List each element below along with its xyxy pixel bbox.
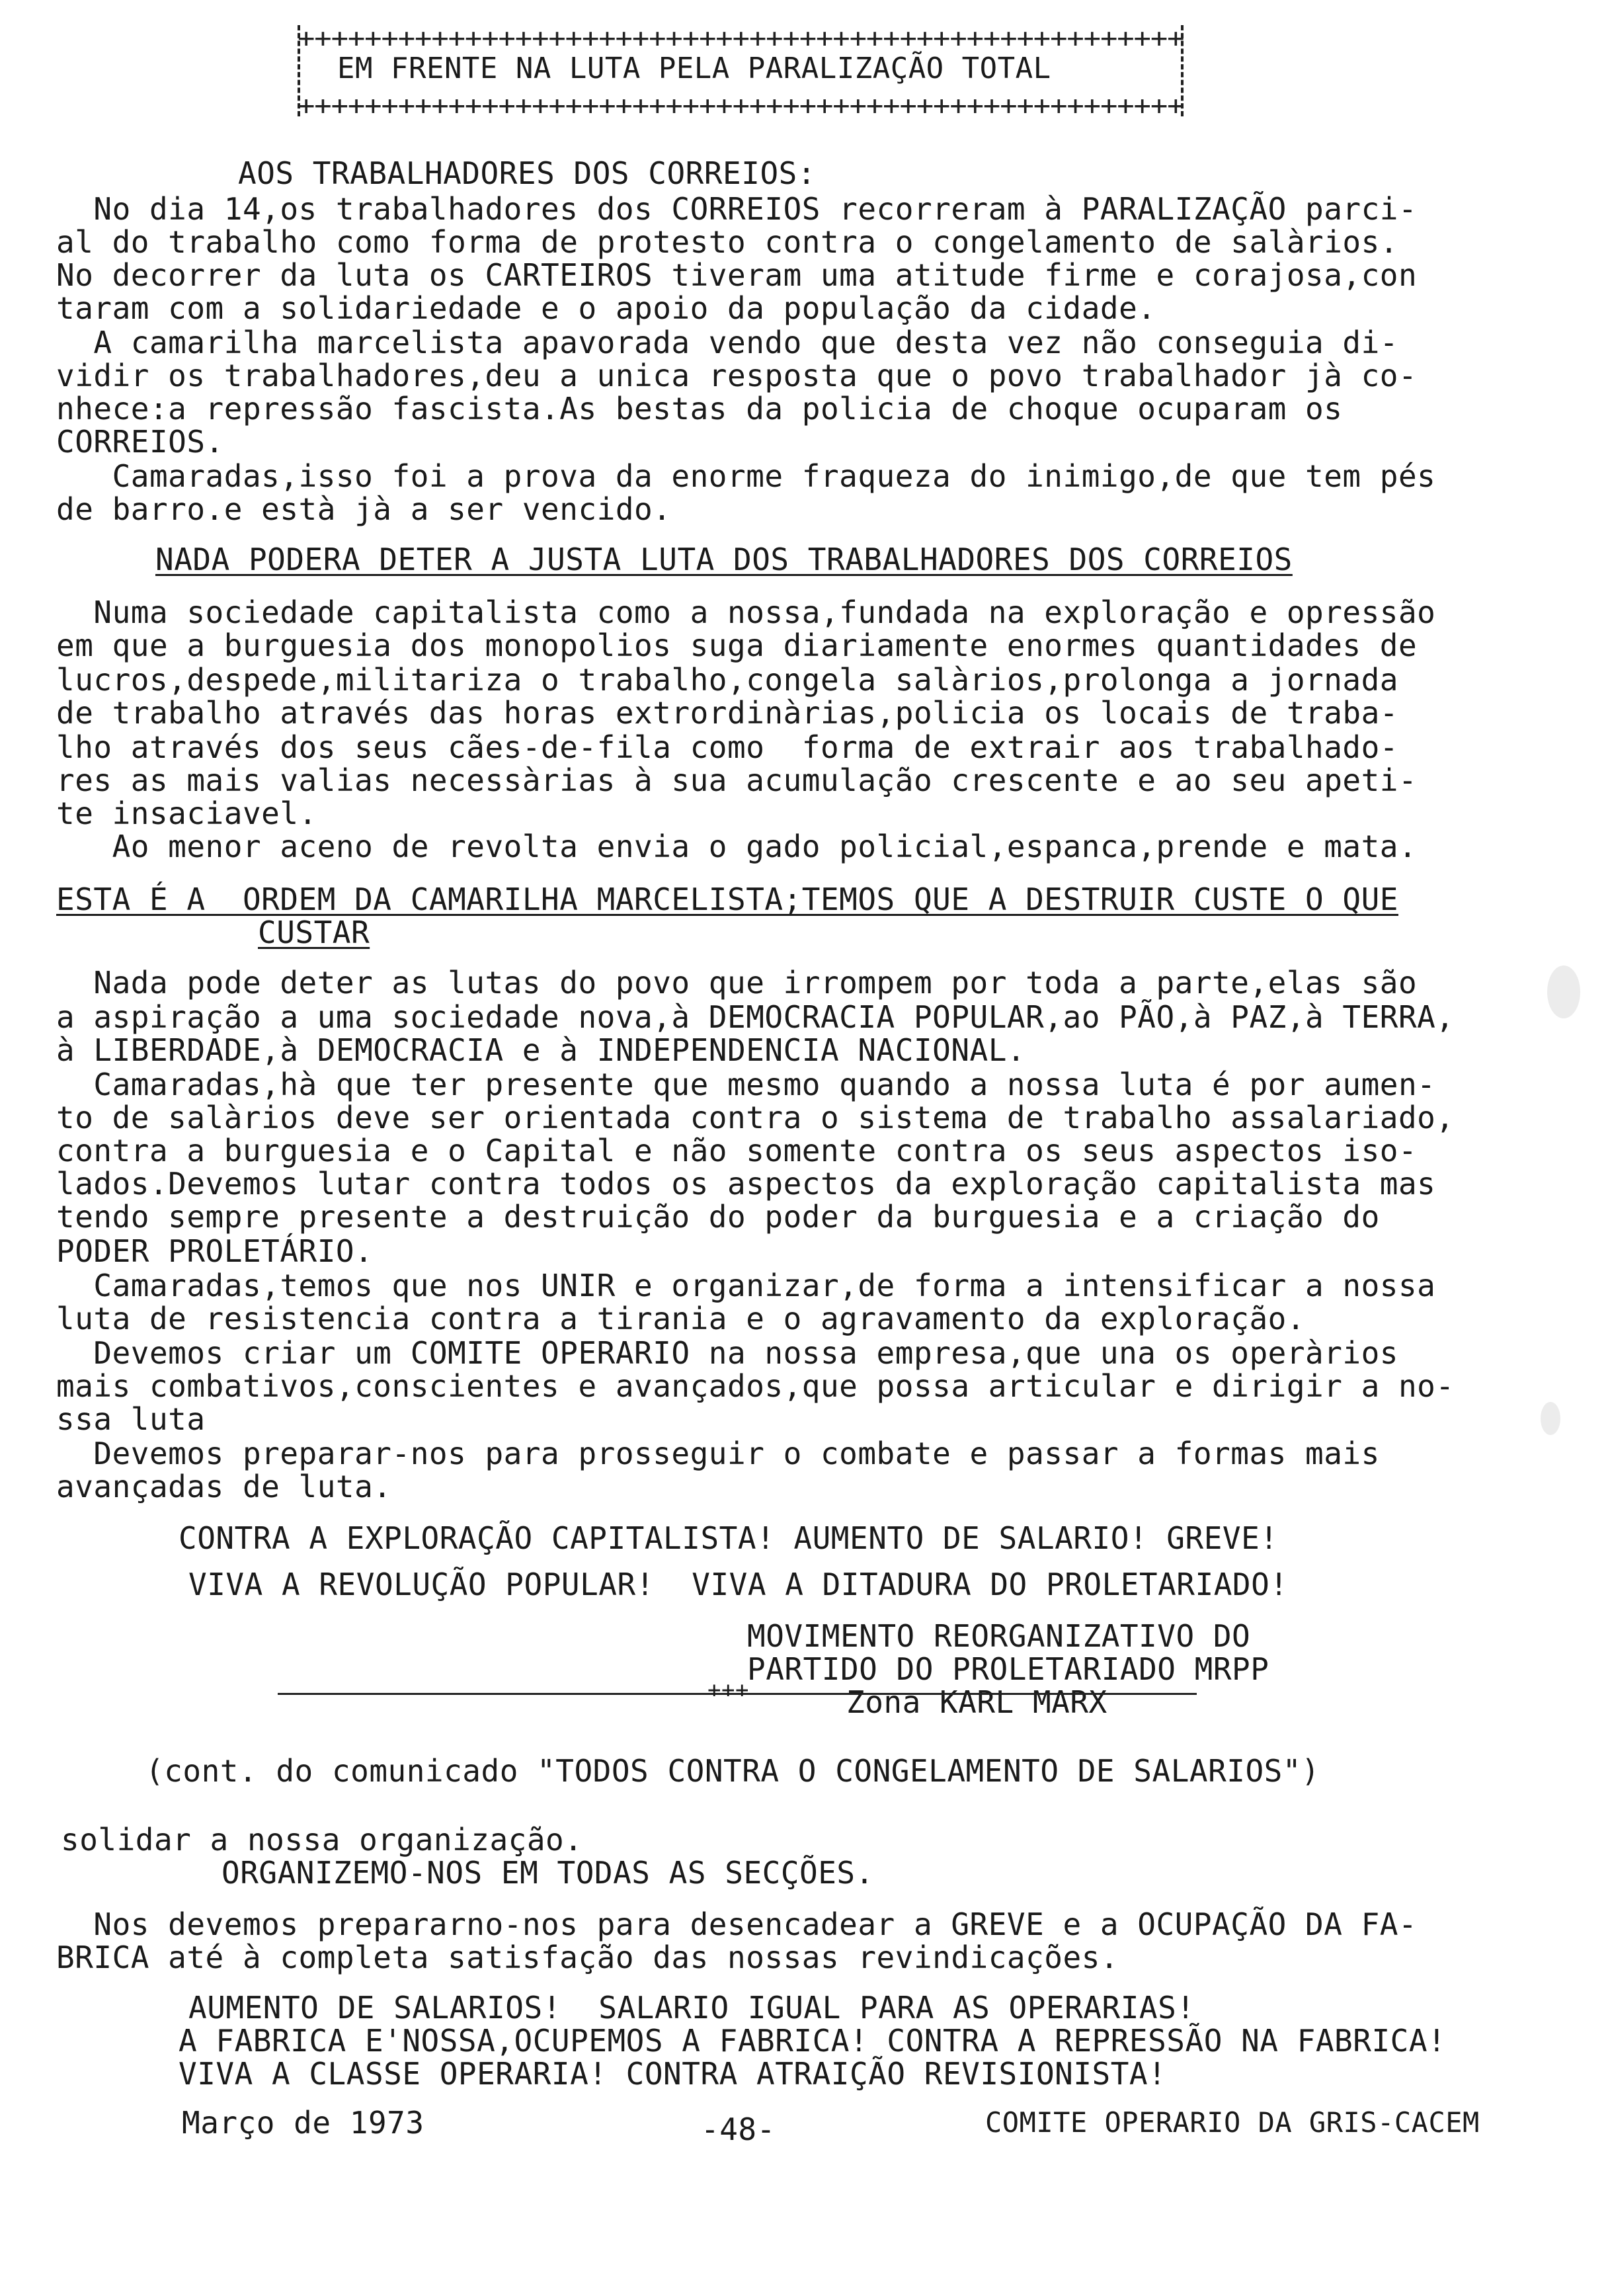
divider-mark: +++: [707, 1677, 749, 1703]
s1-line-9: Camaradas,isso foi a prova da enorme fraqueza do inimigo,de que tem pés: [56, 458, 1436, 494]
s3-line-15: Devemos preparar-nos para prosseguir o combate e passar a formas mais: [56, 1436, 1380, 1471]
continuation-para-2: BRICA até à completa satisfação das nossas revindicações.: [56, 1940, 1119, 1975]
s3-line-11: luta de resistencia contra a tirania e o agravamento da exploração.: [56, 1301, 1306, 1336]
s2-line-7: te insaciavel.: [56, 796, 317, 831]
scan-smudge: [1547, 965, 1580, 1018]
s3-line-6: contra a burguesia e o Capital e não somente contra os seus aspectos iso-: [56, 1133, 1418, 1168]
signature-line-3: Zona KARL MARX: [846, 1684, 1107, 1720]
s2-line-6: res as mais valias necessàrias à sua acumulação crescente e ao seu apeti-: [56, 762, 1418, 798]
s2-line-5: lho através dos seus cães-de-fila como forma de extrair aos trabalhado-: [56, 729, 1398, 765]
s2-line-2: em que a burguesia dos monopolios suga diariamente enormes quantidades de: [56, 628, 1418, 663]
s1-line-10: de barro.e està jà a ser vencido.: [56, 491, 672, 527]
s3-line-16: avançadas de luta.: [56, 1469, 392, 1504]
s2-line-8: Ao menor aceno de revolta envia o gado policial,espanca,prende e mata.: [56, 829, 1418, 864]
s3-heading-line-1: ESTA É A ORDEM DA CAMARILHA MARCELISTA;TEMOS QUE A DESTRUIR CUSTE O QUE: [56, 882, 1398, 917]
continuation-caption: (cont. do comunicado "TODOS CONTRA O CONGELAMENTO DE SALARIOS"): [145, 1753, 1320, 1789]
footer-date: Março de 1973: [182, 2105, 424, 2141]
signature-line-2: PARTIDO DO PROLETARIADO MRPP: [747, 1651, 1269, 1687]
header-border-bottom: +++++++++++++++++++++++++++++++++++++++++++++++++++++: [298, 91, 1184, 121]
s3-line-5: to de salàrios deve ser orientada contra o sistema de trabalho assalariado,: [56, 1100, 1455, 1135]
s3-line-12: Devemos criar um COMITE OPERARIO na nossa empresa,que una os operàrios: [56, 1335, 1398, 1371]
continuation-slogan-3: VIVA A CLASSE OPERARIA! CONTRA ATRAIÇÃO REVISIONISTA!: [179, 2056, 1167, 2092]
continuation-line-2: ORGANIZEMO-NOS EM TODAS AS SECÇÕES.: [221, 1855, 874, 1891]
s2-line-1: Numa sociedade capitalista como a nossa,fundada na exploração e opressão: [56, 594, 1436, 630]
continuation-para-1: Nos devemos prepararno-nos para desencadear a GREVE e a OCUPAÇÃO DA FA-: [56, 1906, 1418, 1942]
slogan-2: VIVA A REVOLUÇÃO POPULAR! VIVA A DITADURA DO PROLETARIADO!: [188, 1567, 1289, 1602]
s3-line-3: à LIBERDADE,à DEMOCRACIA e à INDEPENDENCIA NACIONAL.: [56, 1032, 1026, 1068]
s1-line-8: CORREIOS.: [56, 424, 224, 460]
s3-line-9: PODER PROLETÁRIO.: [56, 1233, 374, 1269]
s1-line-5: A camarilha marcelista apavorada vendo que desta vez não conseguia di-: [56, 325, 1398, 360]
slogan-1: CONTRA A EXPLORAÇÃO CAPITALISTA! AUMENTO DE SALARIO! GREVE!: [179, 1520, 1279, 1556]
s3-line-10: Camaradas,temos que nos UNIR e organizar,de forma a intensificar a nossa: [56, 1268, 1436, 1303]
s3-line-7: lados.Devemos lutar contra todos os aspectos da exploração capitalista mas: [56, 1166, 1436, 1202]
s1-line-7: nhece:a repressão fascista.As bestas da policia de choque ocuparam os: [56, 391, 1343, 427]
header-title: EM FRENTE NA LUTA PELA PARALIZAÇÃO TOTAL: [337, 52, 1051, 85]
salutation: AOS TRABALHADORES DOS CORREIOS:: [238, 155, 817, 191]
s3-line-13: mais combativos,conscientes e avançados,que possa articular e dirigir a no-: [56, 1368, 1455, 1404]
s1-line-3: No decorrer da luta os CARTEIROS tiveram uma atitude firme e corajosa,con: [56, 257, 1418, 293]
continuation-slogan-2: A FABRICA E'NOSSA,OCUPEMOS A FABRICA! CONTRA A REPRESSÃO NA FABRICA!: [179, 2023, 1447, 2059]
s3-line-4: Camaradas,hà que ter presente que mesmo quando a nossa luta é por aumen-: [56, 1067, 1436, 1102]
s1-line-1: No dia 14,os trabalhadores dos CORREIOS recorreram à PARALIZAÇÃO parci-: [56, 191, 1418, 227]
s3-line-2: a aspiração a uma sociedade nova,à DEMOCRACIA POPULAR,ao PÃO,à PAZ,à TERRA,: [56, 999, 1455, 1035]
s1-line-4: taram com a solidariedade e o apoio da população da cidade.: [56, 290, 1156, 326]
s1-line-2: al do trabalho como forma de protesto contra o congelamento de salàrios.: [56, 224, 1398, 260]
footer-page-number: -48-: [701, 2112, 776, 2147]
scan-smudge: [1541, 1402, 1560, 1435]
signature-line-1: MOVIMENTO REORGANIZATIVO DO: [747, 1618, 1251, 1654]
continuation-slogan-1: AUMENTO DE SALARIOS! SALARIO IGUAL PARA AS OPERARIAS!: [188, 1990, 1195, 2026]
header-border-top: +++++++++++++++++++++++++++++++++++++++++++++++++++++: [298, 23, 1184, 54]
s2-heading: NADA PODERA DETER A JUSTA LUTA DOS TRABALHADORES DOS CORREIOS: [155, 542, 1293, 577]
s3-line-8: tendo sempre presente a destruição do poder da burguesia e a criação do: [56, 1199, 1380, 1235]
s3-line-14: ssa luta: [56, 1401, 206, 1437]
s1-line-6: vidir os trabalhadores,deu a unica resposta que o povo trabalhador jà co-: [56, 358, 1418, 393]
s2-line-4: de trabalho através das horas extrordinàrias,policia os locais de traba-: [56, 695, 1398, 731]
s2-line-3: lucros,despede,militariza o trabalho,congela salàrios,prolonga a jornada: [56, 662, 1398, 698]
s3-line-1: Nada pode deter as lutas do povo que irrompem por toda a parte,elas são: [56, 965, 1418, 1001]
footer-issuer: COMITE OPERARIO DA GRIS-CACEM: [985, 2106, 1480, 2139]
continuation-line-1: solidar a nossa organização.: [61, 1822, 583, 1858]
s3-heading-line-2: CUSTAR: [258, 915, 370, 950]
